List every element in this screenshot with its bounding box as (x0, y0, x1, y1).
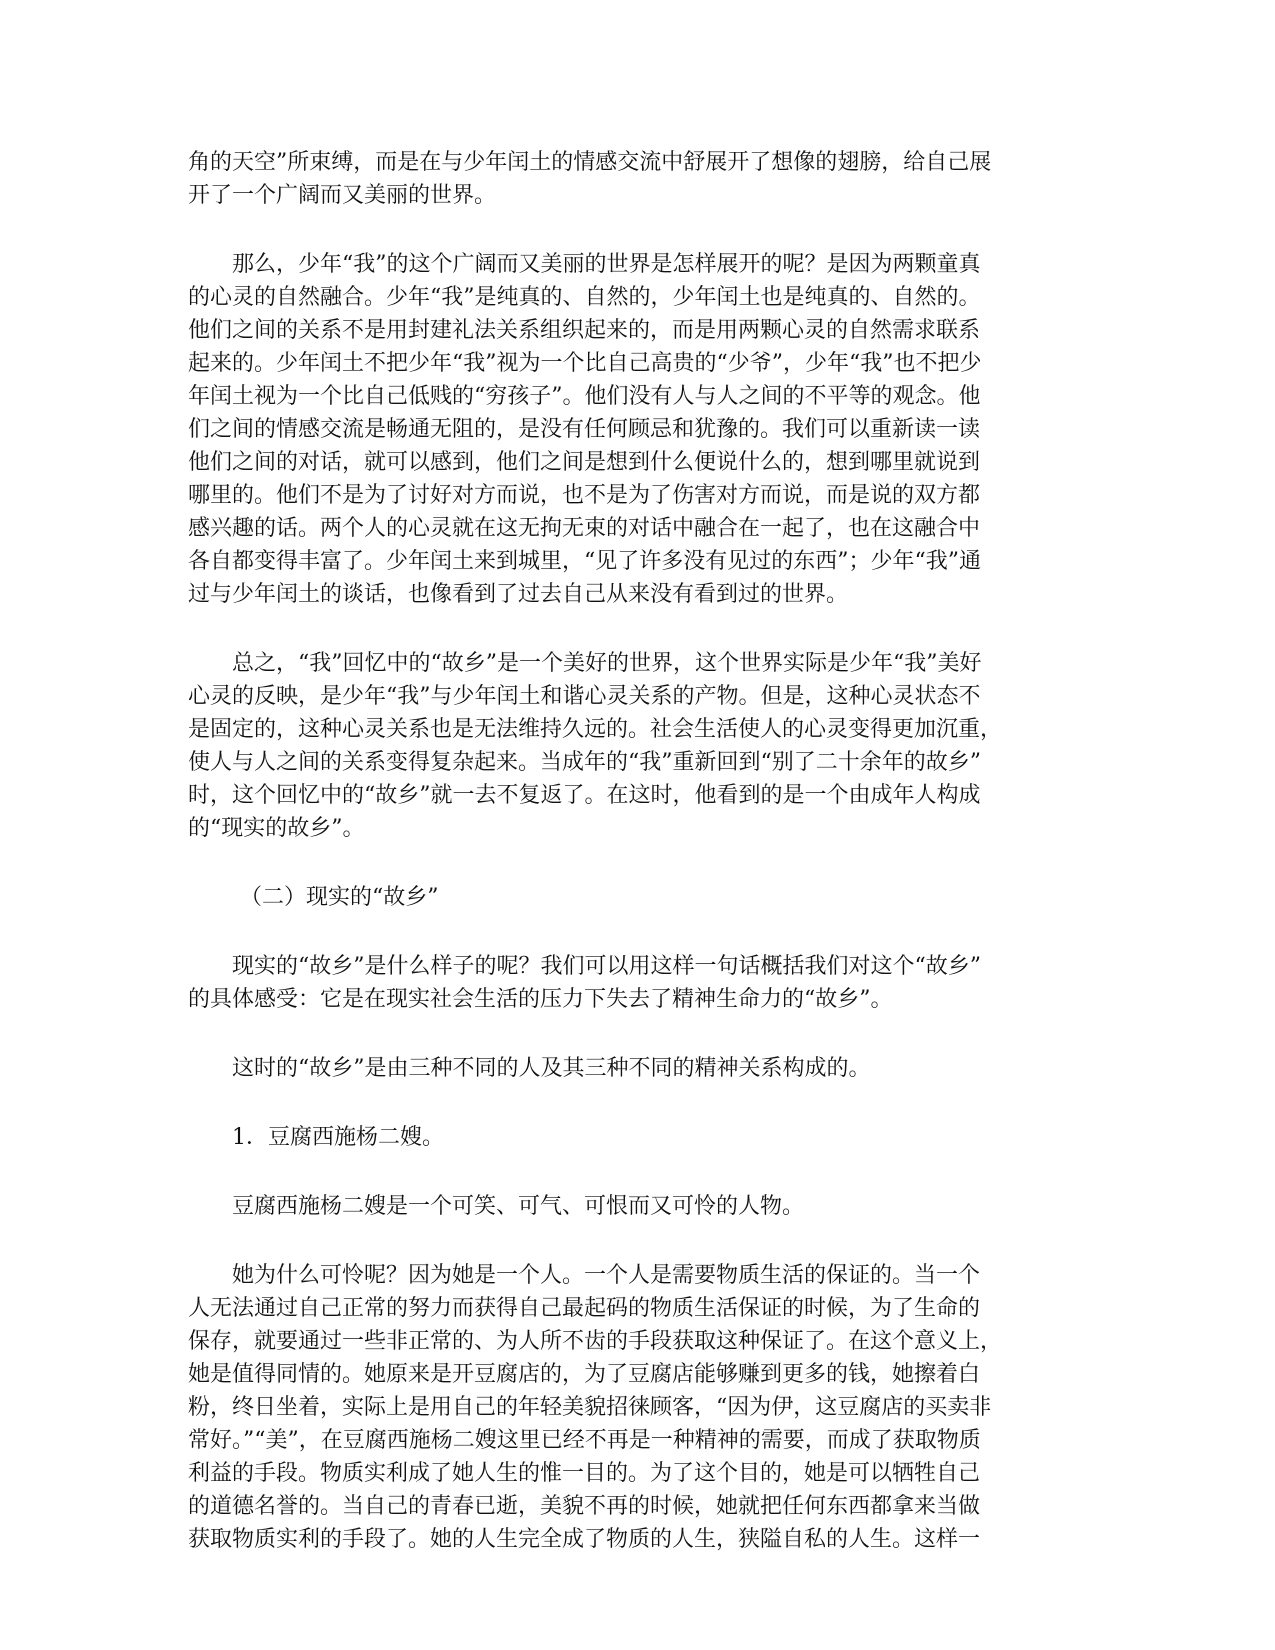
text-line: 的心灵的自然融合。少年“我”是纯真的、自然的，少年闰土也是纯真的、自然的。 (188, 285, 981, 310)
text-line: 的道德名誉的。当自己的青春已逝，美貌不再的时候，她就把任何东西都拿来当做 (188, 1494, 981, 1519)
text-line: 开了一个广阔而又美丽的世界。 (188, 183, 497, 208)
text-line: 他们之间的对话，就可以感到，他们之间是想到什么便说什么的，想到哪里就说到 (188, 450, 981, 475)
text-line: 感兴趣的话。两个人的心灵就在这无拘无束的对话中融合在一起了，也在这融合中 (188, 516, 981, 541)
text-line: 总之，“我”回忆中的“故乡”是一个美好的世界，这个世界实际是少年“我”美好 (232, 651, 982, 676)
text-line: 她为什么可怜呢？因为她是一个人。一个人是需要物质生活的保证的。当一个 (232, 1263, 981, 1288)
text-line: 获取物质实利的手段了。她的人生完全成了物质的人生，狭隘自私的人生。这样一 (188, 1527, 981, 1552)
text-line: （二）现实的“故乡” (240, 885, 439, 910)
paragraph (188, 146, 1093, 212)
document-page (188, 146, 1093, 1592)
text-line: 时，这个回忆中的“故乡”就一去不复返了。在这时，他看到的是一个由成年人构成 (188, 783, 981, 808)
text-line: 哪里的。他们不是为了讨好对方而说，也不是为了伤害对方而说，而是说的双方都 (188, 483, 981, 508)
text-line: 使人与人之间的关系变得复杂起来。当成年的“我”重新回到“别了二十余年的故乡” (188, 750, 981, 775)
text-line: 们之间的情感交流是畅通无阻的，是没有任何顾忌和犹豫的。我们可以重新读一读 (188, 417, 981, 442)
text-line: 起来的。少年闰土不把少年“我”视为一个比自己高贵的“少爷”，少年“我”也不把少 (188, 351, 982, 376)
text-line: 年闰土视为一个比自己低贱的“穷孩子”。他们没有人与人之间的不平等的观念。他 (188, 384, 981, 409)
paragraph (188, 248, 1093, 611)
text-line: 粉，终日坐着，实际上是用自己的年轻美貌招徕顾客，“因为伊，这豆腐店的买卖非 (188, 1395, 992, 1420)
text-line: 的具体感受：它是在现实社会生活的压力下失去了精神生命力的“故乡”。 (188, 987, 893, 1012)
paragraph (188, 647, 1093, 845)
text-line: 利益的手段。物质实利成了她人生的惟一目的。为了这个目的，她是可以牺牲自己 (188, 1461, 981, 1486)
text-line: 豆腐西施杨二嫂是一个可笑、可气、可恨而又可怜的人物。 (232, 1194, 805, 1219)
text-line: 是固定的，这种心灵关系也是无法维持久远的。社会生活使人的心灵变得更加沉重， (188, 717, 1003, 742)
text-line: 保存，就要通过一些非正常的、为人所不齿的手段获取这种保证了。在这个意义上， (188, 1329, 1003, 1354)
section-heading (188, 881, 1093, 914)
text-line: 各自都变得丰富了。少年闰土来到城里，“见了许多没有见过的东西”；少年“我”通 (188, 549, 981, 574)
paragraph (188, 1052, 1093, 1085)
text-line: 他们之间的关系不是用封建礼法关系组织起来的，而是用两颗心灵的自然需求联系 (188, 318, 981, 343)
paragraph (188, 1190, 1093, 1223)
text-line: 她是值得同情的。她原来是开豆腐店的，为了豆腐店能够赚到更多的钱，她擦着白 (188, 1362, 981, 1387)
text-line: 人无法通过自己正常的努力而获得自己最起码的物质生活保证的时候，为了生命的 (188, 1296, 981, 1321)
text-line: 这时的“故乡”是由三种不同的人及其三种不同的精神关系构成的。 (232, 1056, 871, 1081)
text-line: 常好。”“美”，在豆腐西施杨二嫂这里已经不再是一种精神的需要，而成了获取物质 (188, 1428, 981, 1453)
text-line: 现实的“故乡”是什么样子的呢？我们可以用这样一句话概括我们对这个“故乡” (232, 954, 981, 979)
paragraph (188, 950, 1093, 1016)
text-line: 那么，少年“我”的这个广阔而又美丽的世界是怎样展开的呢？是因为两颗童真 (232, 252, 981, 277)
text-line: 心灵的反映，是少年“我”与少年闰土和谐心灵关系的产物。但是，这种心灵状态不 (188, 684, 981, 709)
paragraph (188, 1121, 1093, 1154)
text-line: 的“现实的故乡”。 (188, 816, 365, 841)
text-line: 角的天空”所束缚，而是在与少年闰土的情感交流中舒展开了想像的翅膀，给自己展 (188, 150, 992, 175)
paragraph (188, 1259, 1093, 1556)
text-line: 1．豆腐西施杨二嫂。 (232, 1125, 444, 1150)
text-line: 过与少年闰土的谈话，也像看到了过去自己从来没有看到过的世界。 (188, 582, 849, 607)
